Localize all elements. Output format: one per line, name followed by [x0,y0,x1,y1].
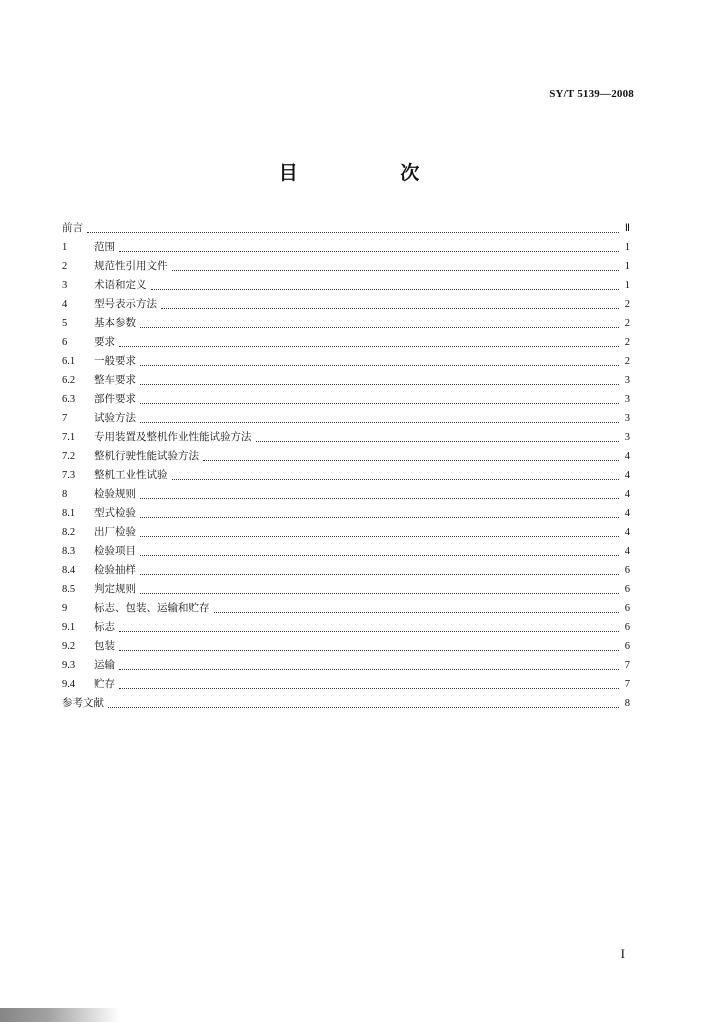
toc-entry[interactable] [62,466,630,485]
dot-leader [140,402,619,404]
dot-leader [256,440,620,442]
toc-entry-label: 检验规则 [94,488,136,500]
toc-entry[interactable] [62,675,630,694]
toc-entry[interactable] [62,485,630,504]
dot-leader [140,497,619,499]
toc-entry-number: 7.1 [62,432,76,443]
toc-entry[interactable] [62,371,630,390]
dot-leader [108,706,619,708]
toc-entry-page: 3 [624,394,630,405]
toc-entry-number: 8.3 [62,546,76,557]
toc-entry-label: 基本参数 [94,317,136,329]
toc-entry-page: 1 [624,242,630,253]
dot-leader [140,383,619,385]
toc-entry-label: 型式检验 [94,507,136,519]
dot-leader [119,345,619,347]
dot-leader [119,668,619,670]
toc-entry-label: 整机行驶性能试验方法 [94,450,199,462]
dot-leader [151,288,620,290]
toc-entry[interactable] [62,599,630,618]
dot-leader [119,630,619,632]
table-of-contents [62,219,630,713]
toc-entry-page: 4 [624,527,630,538]
toc-entry-label: 部件要求 [94,393,136,405]
toc-entry-label: 整机工业性试验 [94,469,168,481]
toc-entry-page: 3 [624,432,630,443]
dot-leader [172,269,620,271]
toc-entry-label: 术语和定义 [94,279,147,291]
toc-entry-page: 6 [624,584,630,595]
toc-entry-page: 1 [624,261,630,272]
toc-entry-page: Ⅱ [624,223,630,234]
dot-leader [140,535,619,537]
toc-entry-number: 6.3 [62,394,76,405]
toc-entry-number: 3 [62,280,68,291]
toc-entry-page: 2 [624,318,630,329]
toc-entry-number: 6 [62,337,68,348]
toc-entry[interactable] [62,580,630,599]
dot-leader [119,687,619,689]
dot-leader [140,592,619,594]
toc-entry-page: 4 [624,451,630,462]
toc-entry-page: 7 [624,660,630,671]
toc-entry-number: 8.4 [62,565,76,576]
dot-leader [140,516,619,518]
toc-entry-number: 8.2 [62,527,76,538]
toc-entry[interactable] [62,352,630,371]
toc-entry-number: 9.3 [62,660,76,671]
dot-leader [87,231,619,233]
toc-entry-number: 9 [62,603,68,614]
toc-entry-label: 运输 [94,659,115,671]
toc-entry[interactable] [62,219,630,238]
dot-leader [140,326,619,328]
toc-entry-page: 6 [624,641,630,652]
toc-entry-number: 2 [62,261,68,272]
dot-leader [140,573,619,575]
scan-artifact [0,1008,120,1022]
toc-entry-number: 8 [62,489,68,500]
toc-entry-label: 要求 [94,336,115,348]
dot-leader [203,459,619,461]
toc-entry-page: 4 [624,546,630,557]
toc-entry[interactable] [62,523,630,542]
dot-leader [140,421,619,423]
toc-entry-label: 整车要求 [94,374,136,386]
dot-leader [172,478,620,480]
toc-entry-page: 2 [624,356,630,367]
toc-entry[interactable] [62,276,630,295]
page-number: I [620,946,625,961]
toc-entry[interactable] [62,504,630,523]
toc-entry[interactable] [62,390,630,409]
toc-entry-page: 7 [624,679,630,690]
toc-entry[interactable] [62,409,630,428]
document-code: SY/T 5139—2008 [549,88,634,100]
toc-entry-number: 8.5 [62,584,76,595]
toc-entry-label: 型号表示方法 [94,298,157,310]
toc-entry[interactable] [62,447,630,466]
toc-entry-number: 1 [62,242,68,253]
toc-entry-label: 检验项目 [94,545,136,557]
dot-leader [119,250,619,252]
toc-entry-label: 专用装置及整机作业性能试验方法 [94,431,252,443]
toc-entry-page: 6 [624,622,630,633]
dot-leader [214,611,620,613]
toc-entry[interactable] [62,656,630,675]
toc-entry-label: 规范性引用文件 [94,260,168,272]
toc-entry-number: 8.1 [62,508,76,519]
toc-entry[interactable] [62,295,630,314]
dot-leader [140,364,619,366]
toc-entry-page: 4 [624,470,630,481]
toc-entry-label: 前言 [62,222,83,234]
toc-entry-label: 一般要求 [94,355,136,367]
toc-entry[interactable] [62,333,630,352]
toc-entry-label: 参考文献 [62,697,104,709]
toc-entry[interactable] [62,257,630,276]
toc-entry[interactable] [62,637,630,656]
toc-entry-number: 5 [62,318,68,329]
toc-entry-number: 6.1 [62,356,76,367]
toc-entry-page: 1 [624,280,630,291]
toc-entry-label: 检验抽样 [94,564,136,576]
toc-entry[interactable] [62,618,630,637]
toc-entry[interactable] [62,238,630,257]
dot-leader [140,554,619,556]
toc-entry-page: 3 [624,375,630,386]
toc-entry-page: 2 [624,337,630,348]
toc-entry-number: 9.4 [62,679,76,690]
toc-entry-number: 7.2 [62,451,76,462]
toc-entry-label: 标志 [94,621,115,633]
toc-entry-number: 6.2 [62,375,76,386]
toc-entry-number: 9.2 [62,641,76,652]
toc-entry-page: 4 [624,508,630,519]
toc-entry[interactable] [62,694,630,713]
toc-entry-page: 3 [624,413,630,424]
toc-entry-page: 6 [624,565,630,576]
toc-entry[interactable] [62,314,630,333]
toc-entry-page: 6 [624,603,630,614]
toc-entry-number: 7.3 [62,470,76,481]
toc-entry-page: 2 [624,299,630,310]
toc-entry-label: 标志、包装、运输和贮存 [94,602,210,614]
toc-entry-label: 出厂检验 [94,526,136,538]
dot-leader [119,649,619,651]
toc-entry-label: 范围 [94,241,115,253]
toc-entry-number: 9.1 [62,622,76,633]
toc-entry-number: 4 [62,299,68,310]
toc-entry-label: 试验方法 [94,412,136,424]
toc-entry-page: 4 [624,489,630,500]
toc-entry[interactable] [62,428,630,447]
toc-entry-label: 贮存 [94,678,115,690]
dot-leader [161,307,619,309]
toc-entry-label: 判定规则 [94,583,136,595]
toc-entry-number: 7 [62,413,68,424]
toc-entry[interactable] [62,542,630,561]
toc-entry-page: 8 [624,698,630,709]
toc-entry-label: 包装 [94,640,115,652]
page-title: 目 次 [278,162,468,184]
toc-entry[interactable] [62,561,630,580]
